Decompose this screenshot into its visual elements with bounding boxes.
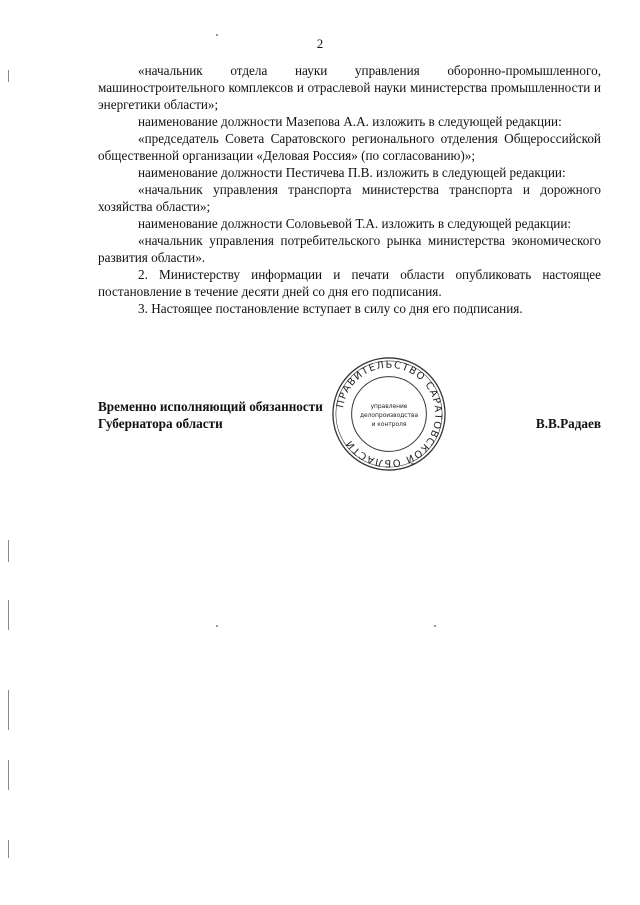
paragraph-8: 2. Министерству информации и печати области опубликовать настоящее постановление в течение десяти дней со дня его подписания. (98, 267, 601, 299)
scan-dot (216, 34, 218, 36)
scan-artifact (8, 840, 9, 858)
scan-artifact (8, 600, 9, 630)
document-body (98, 62, 601, 317)
paragraph-1: «начальник отдела науки управления оборонно-промышленного, машиностроительного комплексов и отраслевой науки министерства промышленности и энергетики области»; (98, 63, 601, 112)
signatory-title-line1: Временно исполняющий обязанности (98, 399, 323, 414)
scan-artifact (8, 540, 9, 562)
scan-artifact (8, 70, 9, 82)
signatory-title-line2: Губернатора области (98, 416, 223, 431)
seal-center-line2: делопроизводства (359, 412, 419, 419)
seal-center-line3: и контроля (371, 421, 407, 428)
paragraph-7: «начальник управления потребительского рынка министерства экономического развития области». (98, 233, 601, 265)
scan-dot (434, 625, 436, 627)
official-seal (330, 355, 448, 473)
seal-center-line1: управление (370, 404, 408, 411)
page-number: 2 (316, 36, 324, 51)
signatory-name: В.В.Радаев (535, 416, 601, 431)
scan-artifact (8, 690, 9, 730)
paragraph-9: 3. Настоящее постановление вступает в силу со дня его подписания. (138, 301, 523, 316)
paragraph-4: наименование должности Пестичева П.В. изложить в следующей редакции: (138, 165, 566, 180)
seal-ring-text: ПРАВИТЕЛЬСТВО САРАТОВСКОЙ ОБЛАСТИ (335, 359, 444, 469)
scan-dot (216, 625, 218, 627)
paragraph-3: «председатель Совета Саратовского регионального отделения Общероссийской общественной организации «Деловая Россия» (по согласованию)»; (98, 131, 601, 163)
scan-artifact (8, 760, 9, 790)
paragraph-6: наименование должности Соловьевой Т.А. изложить в следующей редакции: (138, 216, 572, 231)
paragraph-2: наименование должности Мазепова А.А. изложить в следующей редакции: (138, 114, 562, 129)
paragraph-5: «начальник управления транспорта министерства транспорта и дорожного хозяйства области»; (98, 182, 601, 214)
